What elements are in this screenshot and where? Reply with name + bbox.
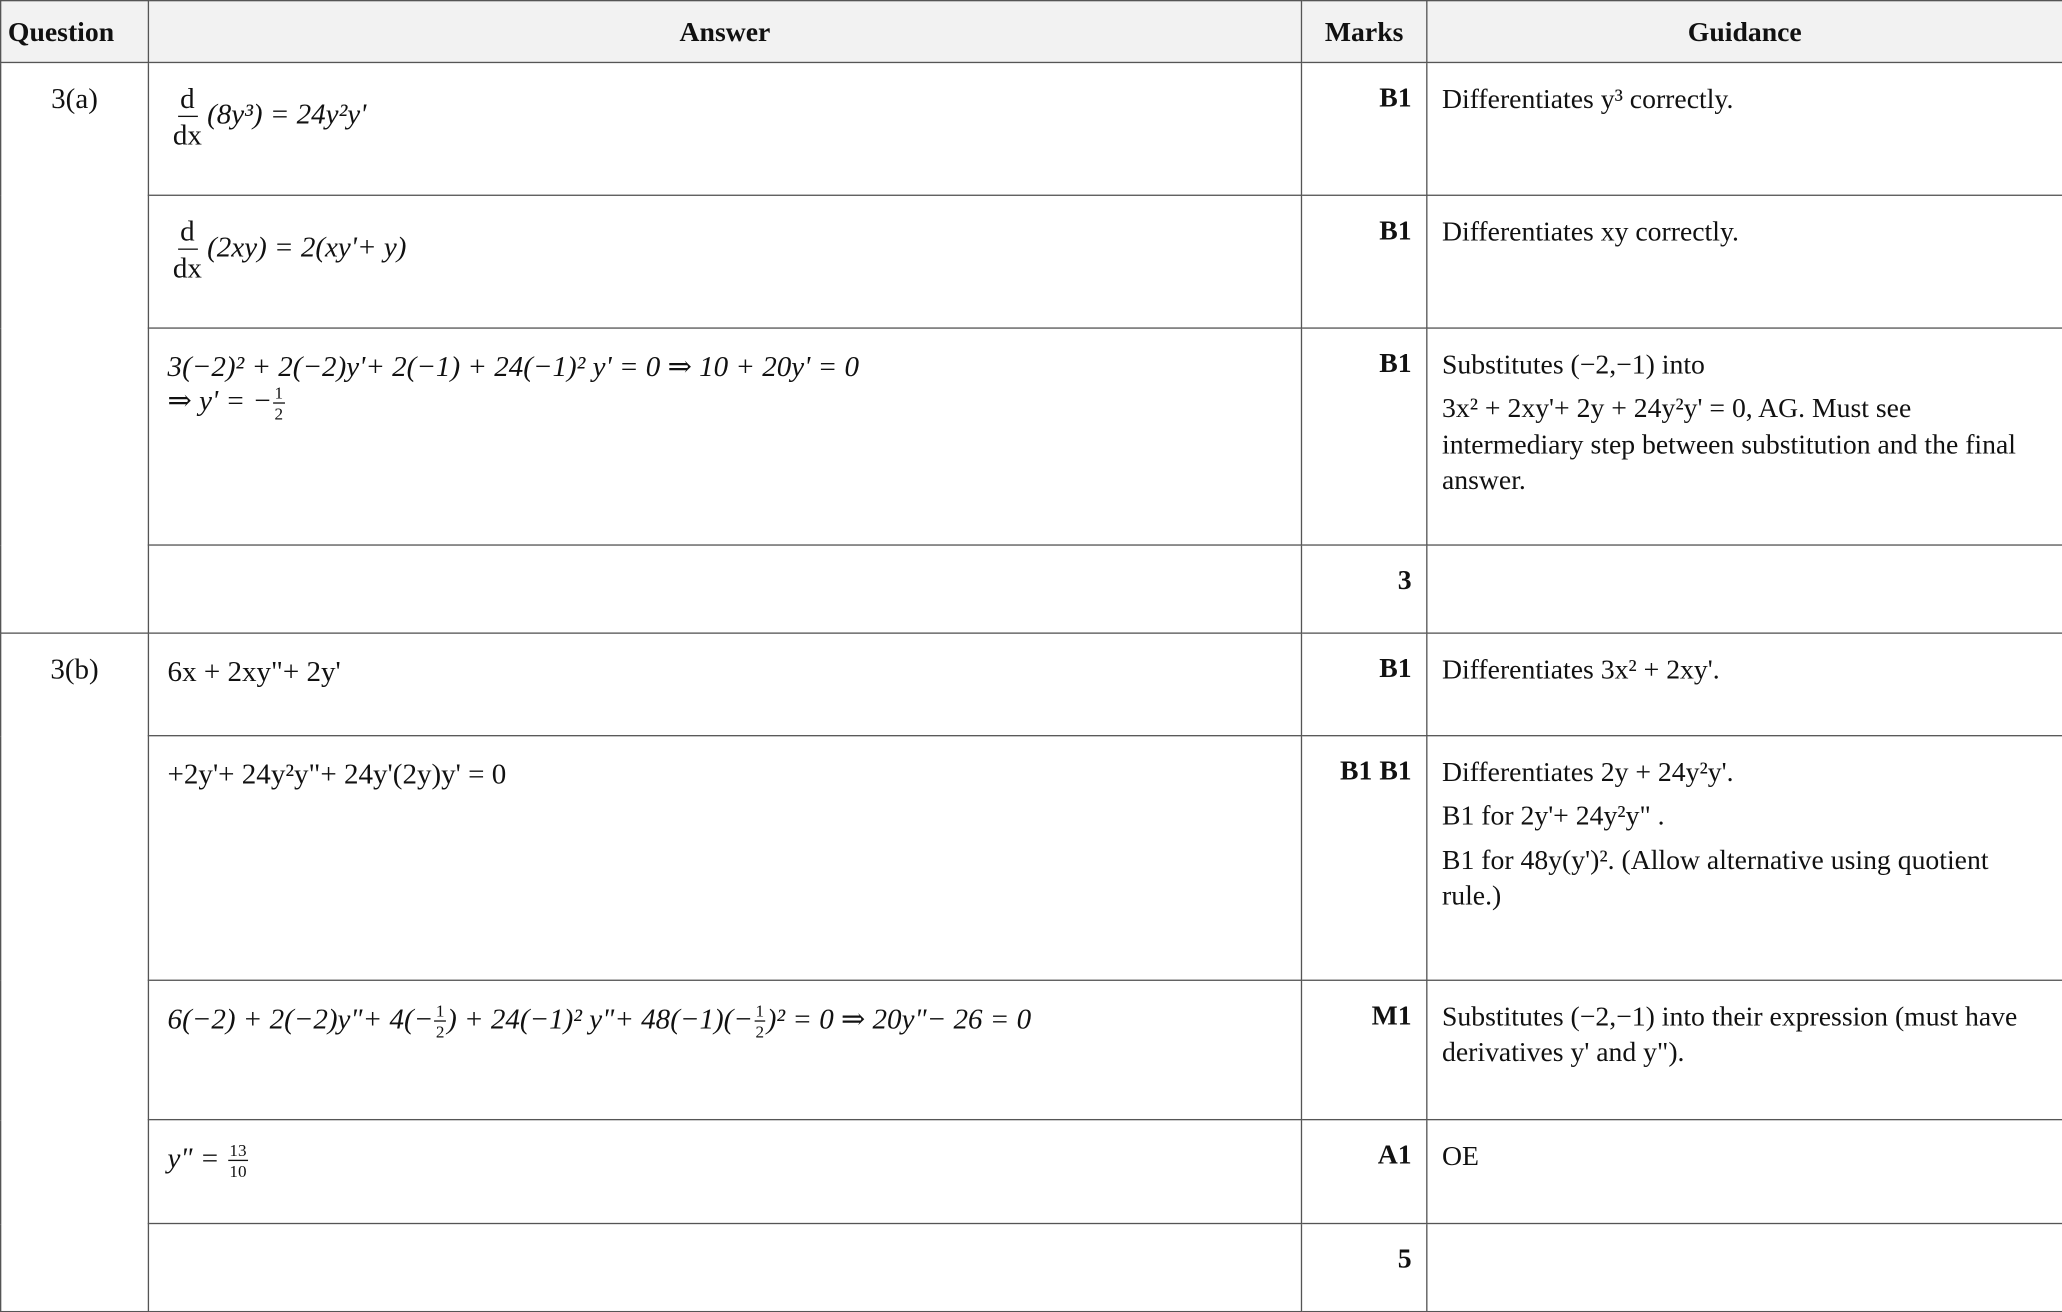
guidance-line: OE (1441, 1140, 1479, 1172)
guidance-line: Substitutes (−2,−1) into (1441, 348, 1705, 381)
table-row (1, 980, 2062, 1119)
guidance-cell-empty (1427, 545, 2062, 633)
guidance-cell (1427, 980, 2062, 1119)
guidance-cell (1427, 62, 2062, 195)
table-row (1, 1120, 2062, 1224)
answer-text: (2xy) = 2(xy'+ y) (207, 230, 407, 264)
marks-cell: B1 (1301, 633, 1426, 736)
answer-cell: 6(−2) + 2(−2)y"+ 4(− $\frac{1}{2}$ ) + 24(−1)² y"+ 48(−1)(− $\frac{1}{2}$ )² = 0 ⇒ 20y"− 26 = 0 (148, 980, 1301, 1119)
question-label-3b: 3(b) (1, 633, 149, 1311)
answer-line: 3(−2)² + 2(−2)y'+ 2(−1) + 24(−1)² y' = 0 ⇒ 10 + 20y' = 0 (167, 349, 860, 383)
answer-text: (8y³) = 24y²y' (207, 97, 367, 131)
derivative-operator: $\frac{d}{dx}$ (172, 214, 202, 285)
answer-cell (148, 195, 1301, 328)
guidance-line: Differentiates 3x² + 2xy'. (1441, 653, 1720, 686)
fraction: $\frac{1}{2}$ (274, 383, 284, 424)
guidance-cell (1427, 736, 2062, 981)
fraction: $\frac{1}{2}$ (435, 1001, 445, 1042)
header-row (1, 1, 2062, 63)
answer-cell-empty (148, 1224, 1301, 1312)
guidance-line: Differentiates 2y + 24y²y'. (1441, 756, 1734, 788)
marks-cell: B1 (1301, 62, 1426, 195)
guidance-line: 3x² + 2xy'+ 2y + 24y²y' = 0, AG. Must see intermediary step between substitution and the final answer. (1441, 392, 2016, 496)
header-question: Question (1, 1, 149, 63)
guidance-line: Differentiates xy correctly. (1441, 215, 1739, 248)
marks-cell: B1 (1301, 328, 1426, 545)
guidance-cell (1427, 1120, 2062, 1224)
guidance-line: B1 for 48y(y')². (Allow alternative using quotient rule.) (1441, 843, 1989, 912)
total-marks: 5 (1301, 1224, 1426, 1312)
table-row (1, 62, 2062, 195)
header-guidance: Guidance (1427, 1, 2062, 63)
guidance-cell-empty (1427, 1224, 2062, 1312)
answer-line: ⇒ y' = − $\frac{1}{2}$ (167, 383, 284, 424)
table-row (1, 736, 2062, 981)
answer-cell: +2y'+ 24y²y"+ 24y'(2y)y' = 0 (148, 736, 1301, 981)
table-row (1, 328, 2062, 545)
table-row (1, 633, 2062, 736)
header-marks: Marks (1301, 1, 1426, 63)
fraction: $\frac{13}{10}$ (229, 1140, 247, 1182)
guidance-cell (1427, 195, 2062, 328)
answer-cell-empty (148, 545, 1301, 633)
derivative-operator: $\frac{d}{dx}$ (172, 81, 202, 152)
total-row (1, 1224, 2062, 1312)
guidance-line: B1 for 2y'+ 24y²y" . (1441, 799, 1665, 832)
marks-cell: B1 (1301, 195, 1426, 328)
guidance-line: Substitutes (−2,−1) into their expression (must have derivatives y' and y"). (1441, 1000, 2018, 1069)
answer-cell (148, 62, 1301, 195)
marks-cell: B1 B1 (1301, 736, 1426, 981)
answer-cell (148, 328, 1301, 545)
marks-cell: A1 (1301, 1120, 1426, 1224)
answer-cell: y" = $\frac{13}{10}$ (148, 1120, 1301, 1224)
header-answer: Answer (148, 1, 1301, 63)
answer-cell: 6x + 2xy"+ 2y' (148, 633, 1301, 736)
question-label-3a: 3(a) (1, 62, 149, 633)
guidance-line: Differentiates y³ correctly. (1441, 82, 1734, 115)
marks-cell: M1 (1301, 980, 1426, 1119)
guidance-cell (1427, 328, 2062, 545)
table-row (1, 195, 2062, 328)
total-row (1, 545, 2062, 633)
total-marks: 3 (1301, 545, 1426, 633)
guidance-cell (1427, 633, 2062, 736)
fraction: $\frac{1}{2}$ (755, 1001, 765, 1042)
